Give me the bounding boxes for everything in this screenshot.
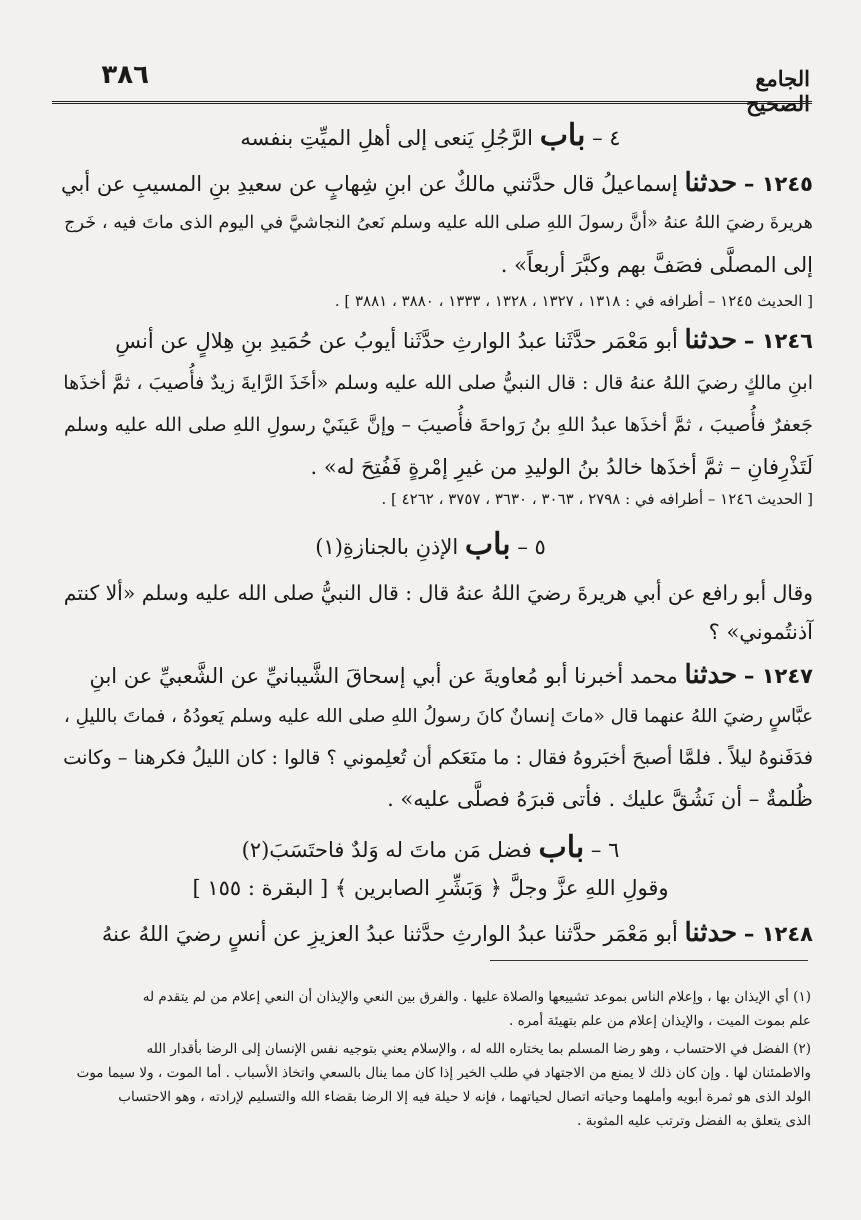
chapter-title: فضل مَن ماتَ له وَلدٌ فاحتَسَبَ(٢) (241, 838, 532, 862)
hadith-1246-line-2: ابنِ مالكٍ رضيَ اللهُ عنهُ قال : قال النبيُّ صلى الله عليه وسلم «أخَذَ الرَّايةَ زيدٌ فأُصيبَ ، ثمَّ أخذَها (63, 372, 813, 394)
quran-citation: وقولِ اللهِ عزَّ وجلَّ ﴿ وَبَشِّرِ الصابرين ﴾ [ البقرة : ١٥٥ ] (192, 876, 669, 900)
hadith-1247-line-1 (48, 660, 813, 691)
haddathana-keyword: حدثنا (684, 660, 738, 690)
hadith-1247-line-4: ظُلمةٌ – أن نَشُقَّ عليك . فأتى قبرَهُ فصلَّى عليه» . (387, 787, 813, 811)
chapter-keyword: باب (538, 830, 585, 865)
chapter-heading-5 (48, 527, 813, 562)
hadith-1245-line-2: هريرةَ رضيَ اللهُ عنهُ «أنَّ رسولَ اللهِ صلى الله عليه وسلم نَعىُ النجاشيَّ في اليوم الذى ماتَ فيه ، خَرج (64, 213, 813, 233)
hadith-number: ١٢٤٦ – (743, 329, 813, 353)
footnote-rule (490, 960, 808, 961)
footnote-1-line-2: علم بموت الميت ، والإيذان إعلام من علم بتهيئة أمره . (509, 1013, 811, 1029)
header-rule (52, 101, 812, 104)
hadith-text: أبو مَعْمَر حدَّثَنا عبدُ الوارثِ حدَّثَنا أيوبُ عن حُمَيدِ بنِ هِلالٍ عن أنسِ (115, 329, 678, 353)
footnote-1-line-1: (١) أي الإيذان بها ، وإعلام الناس بموعد تشييعها والصلاة عليها . والفرق بين النعي والإيذان أن النعي إعلام من لم يتقدم له (142, 989, 811, 1005)
footnote-2-line-3: الولد الذى هو ثمرة أبويه وأملهما وحياته اتصال لحياتهما ، فإنه لا حيلة فيه إلا الرضا بقضاء الله والتسليم لإرادته ، وهو الاحتساب (118, 1089, 811, 1105)
book-title: الجامع الصحيح (746, 66, 810, 116)
hadith-text: محمد أخبرنا أبو مُعاويةَ عن أبي إسحاقَ الشَّيبانيِّ عن الشَّعبيِّ عن ابنِ (89, 664, 678, 688)
hadith-1246-line-4: لَتَذْرِفانِ – ثمَّ أخذَها خالدُ بنُ الوليدِ من غيرِ إمْرةٍ فَفُتِحَ له» . (310, 455, 813, 479)
chapter-number: ٦ – (590, 838, 620, 862)
hadith-number: ١٢٤٥ – (743, 172, 813, 196)
hadith-1246-cross-reference: [ الحديث ١٢٤٦ – أطرافه في : ٢٧٩٨ ، ٣٠٦٣ ، ٣٦٣٠ ، ٣٧٥٧ ، ٤٢٦٢ ] . (381, 490, 813, 508)
chapter-title: الإذنِ بالجنازةِ(١) (315, 535, 459, 559)
hadith-1245-line-1 (48, 168, 813, 199)
hadith-1248-line-1 (48, 918, 813, 949)
chapter-keyword: باب (464, 527, 511, 562)
chapter-heading-4 (48, 118, 813, 153)
footnote-2-line-1: (٢) الفضل في الاحتساب ، وهو رضا المسلم بما يختاره الله له ، والإسلام يعني بتوجيه نفس الإنسان إلى الرضا بأقدار الله (146, 1041, 811, 1057)
page-number: ٣٨٦ (101, 60, 149, 90)
haddathana-keyword: حدثنا (684, 325, 738, 355)
hadith-1247-line-3: فدَفَنوهُ ليلاً . فلمَّا أصبحَ أخبَروهُ فقال : ما منَعَكم أن تُعلِموني ؟ قالوا : كان الليلُ فكرهنا – وكانت (63, 746, 813, 769)
bab-5-text-line-1: وقال أبو رافع عن أبي هريرةَ رضيَ اللهُ عنهُ قال : قال النبيُّ صلى الله عليه وسلم «ألا كنتم (63, 581, 813, 605)
chapter-number: ٤ – (592, 126, 621, 150)
hadith-number: ١٢٤٧ – (743, 664, 813, 688)
hadith-1245-cross-reference: [ الحديث ١٢٤٥ – أطرافه في : ١٣١٨ ، ١٣٢٧ ، ١٣٢٨ ، ١٣٣٣ ، ٣٨٨٠ ، ٣٨٨١ ] . (334, 292, 813, 310)
hadith-text: إسماعيلُ قال حدَّثني مالكٌ عن ابنِ شِهابٍ عن سعيدِ بنِ المسيبِ عن أبي (61, 172, 678, 196)
chapter-keyword: باب (539, 118, 586, 153)
chapter-title: الرَّجُلِ يَنعى إلى أهلِ الميِّتِ بنفسه (240, 126, 533, 150)
hadith-number: ١٢٤٨ – (743, 922, 813, 946)
haddathana-keyword: حدثنا (684, 918, 738, 948)
chapter-heading-6 (48, 830, 813, 865)
bab-5-text-line-2: آذنتُموني» ؟ (708, 620, 813, 644)
hadith-1246-line-1 (48, 325, 813, 356)
footnote-2-line-4: الذى يتعلق به الفضل وترتب عليه المثوبة . (577, 1113, 811, 1129)
chapter-number: ٥ – (517, 535, 546, 559)
haddathana-keyword: حدثنا (684, 168, 738, 198)
footnote-2-line-2: والاطمئنان لها . وإن كان ذلك لا يمنع من الاجتهاد في طلب الخير إذا كان مما ينال بالسعي واتخاذ الأسباب . أما الموت ، ولا سيما موت (76, 1065, 811, 1081)
hadith-1246-line-3: جَعفرٌ فأُصيبَ ، ثمَّ أخذَها عبدُ اللهِ بنُ رَواحةَ فأُصيبَ – وإنَّ عَينَيْ رسولِ اللهِ صلى الله عليه وسلم (64, 413, 813, 436)
hadith-text: أبو مَعْمَر حدَّثنا عبدُ الوارثِ حدَّثنا عبدُ العزيزِ عن أنسٍ رضيَ اللهُ عنهُ (101, 922, 678, 946)
hadith-1247-line-2: عبَّاسٍ رضيَ اللهُ عنهما قال «ماتَ إنسانٌ كانَ رسولُ اللهِ صلى الله عليه وسلم يَعودُهُ ، فماتَ بالليلِ ، (63, 706, 813, 727)
hadith-1245-line-3: إلى المصلَّى فصَفَّ بهم وكبَّرَ أربعاً» . (500, 253, 813, 277)
